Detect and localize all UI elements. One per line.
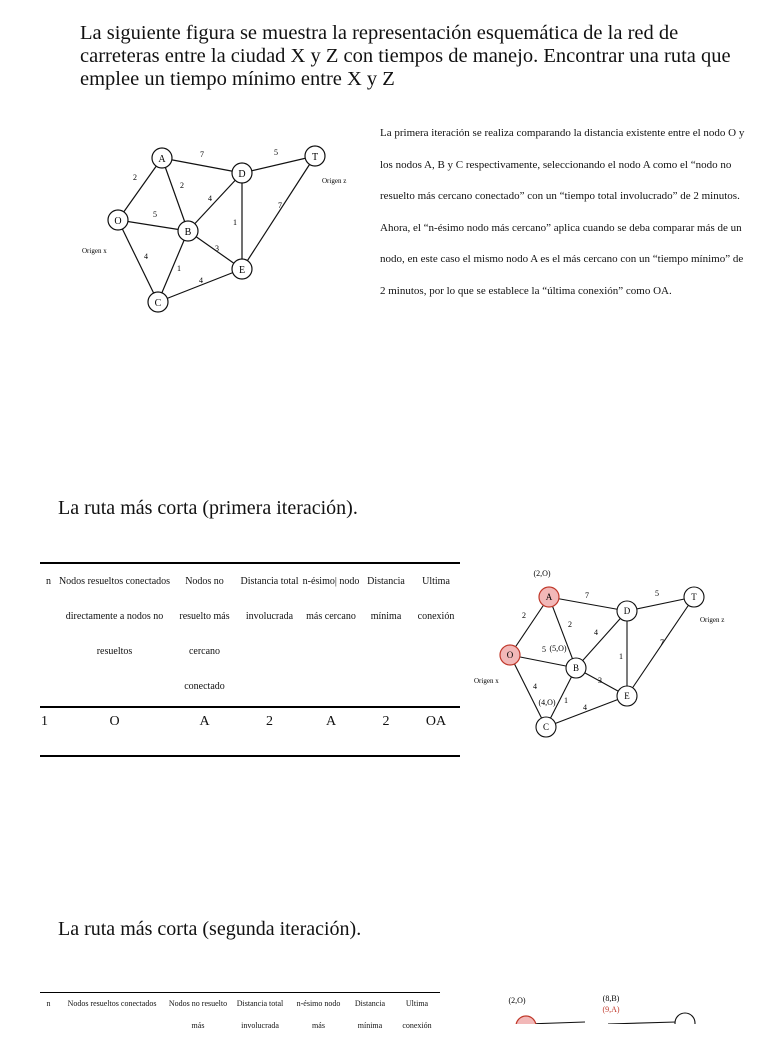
col-min-distance: Distancia mínima [346,993,394,1037]
col-last-connection: Ultima conexión [412,563,460,707]
label-D-alt: (9,A) [602,1005,619,1014]
first-iteration-diagram [472,565,727,745]
origin-z-label: Origen z [700,616,724,624]
col-total-distance: Distancia total involucrada [237,563,302,707]
edge-weight: 1 [233,218,237,227]
section-heading-first-iteration: La ruta más corta (primera iteración). [58,497,358,520]
col-n: n [40,993,57,1037]
node-B: B [185,227,192,238]
edge-weight: 3 [215,244,219,253]
edge-weight: 5 [274,148,278,157]
edge-weight: 7 [585,591,589,600]
origin-x-label: Origen x [82,247,107,255]
edge-weight: 5 [542,645,546,654]
node-C: C [155,298,162,309]
table-cell: A [172,707,237,756]
road-network-diagram [80,135,360,325]
node-A: A [546,592,553,602]
first-iteration-table [40,562,460,757]
col-resolved-nodes: Nodos resueltos conectados [57,993,167,1037]
section-heading-second-iteration: La ruta más corta (segunda iteración). [58,918,361,941]
edge-weight: 4 [144,252,148,261]
node-B: B [573,663,579,673]
edge-weight: 7 [200,150,204,159]
table-cell: 2 [237,707,302,756]
table-cell: OA [412,707,460,756]
edge-weight: 2 [180,181,184,190]
col-last-connection: Ultima conexión [394,993,440,1037]
edge-weight: 4 [199,276,203,285]
table-header-row [40,993,440,1037]
table-row [40,707,460,756]
table-cell: 1 [40,707,57,756]
node-D: D [624,606,631,616]
edge-weight: 2 [522,611,526,620]
explanation-text [370,118,750,307]
table-header-row [40,563,460,707]
node-T: T [691,592,697,602]
edge-weight: 5 [655,589,659,598]
edge-weight: 2 [568,620,572,629]
table-cell: O [57,707,172,756]
node-C: C [543,722,549,732]
node-E: E [624,691,630,701]
col-resolved-nodes: Nodos resueltos conectados directamente a nodos no resueltos [57,563,172,707]
label-A: (2,O) [533,569,550,578]
edge-weight: 7 [278,201,282,210]
node-O: O [114,216,121,227]
edge-weight: 4 [533,682,537,691]
label-A: (2,O) [508,996,525,1005]
edge-weight: 3 [598,676,602,685]
col-nth-nearest: n-ésimo nodo más [291,993,346,1037]
edge-weight: 1 [619,652,623,661]
label-C: (4,O) [538,698,555,707]
second-iteration-table [40,992,440,1037]
col-nearest-unresolved: Nodos no resuelto más [167,993,229,1037]
second-iteration-diagram [490,990,720,1024]
col-nearest-unresolved: Nodos no resuelto más cercano conectado [172,563,237,707]
col-nth-nearest: n-ésimo| nodo más cercano [302,563,360,707]
origin-x-label: Origen x [474,677,499,685]
col-n: n [40,563,57,707]
origin-z-label: Origen z [322,177,346,185]
edge-weight: 1 [564,696,568,705]
edge-weight: 5 [153,210,157,219]
explanation-paragraph-1: La primera iteración se realiza comparando la distancia existente entre el nodo O y los nodos A, B y C respectivamente, seleccionando el nodo A como el “nodo no resuelto más cercano conectado” con un “tiempo total involucrado” de 2 minutos. [370,118,750,213]
table-cell: 2 [360,707,412,756]
node-A: A [158,154,166,165]
edge-weight: 4 [594,628,598,637]
intro-paragraph: La siguiente figura se muestra la representación esquemática de la red de carreteras entre la ciudad X y Z con tiempos de manejo. Encontrar una ruta que emplee un tiempo mínimo entre X y Z [80,22,740,91]
node-E: E [239,265,245,276]
explanation-paragraph-2: Ahora, el “n-ésimo nodo más cercano” aplica cuando se deba comparar más de un nodo, en este caso el mismo nodo A es el más cercano con un “tiempo mínimo” de 2 minutos, por lo que se establece la “última conexión” como OA. [370,213,750,308]
edge-weight: 4 [583,703,587,712]
node-O: O [507,650,514,660]
label-D-best: (8,B) [603,994,620,1003]
edge-weight: 2 [133,173,137,182]
col-total-distance: Distancia total involucrada [229,993,291,1037]
edge-weight: 1 [177,264,181,273]
col-min-distance: Distancia mínima [360,563,412,707]
node-D: D [238,169,245,180]
node-T: T [312,152,318,163]
edge-weight: 4 [208,194,212,203]
edge-weight: 7 [660,638,664,647]
table-cell: A [302,707,360,756]
label-B: (5,O) [549,644,566,653]
